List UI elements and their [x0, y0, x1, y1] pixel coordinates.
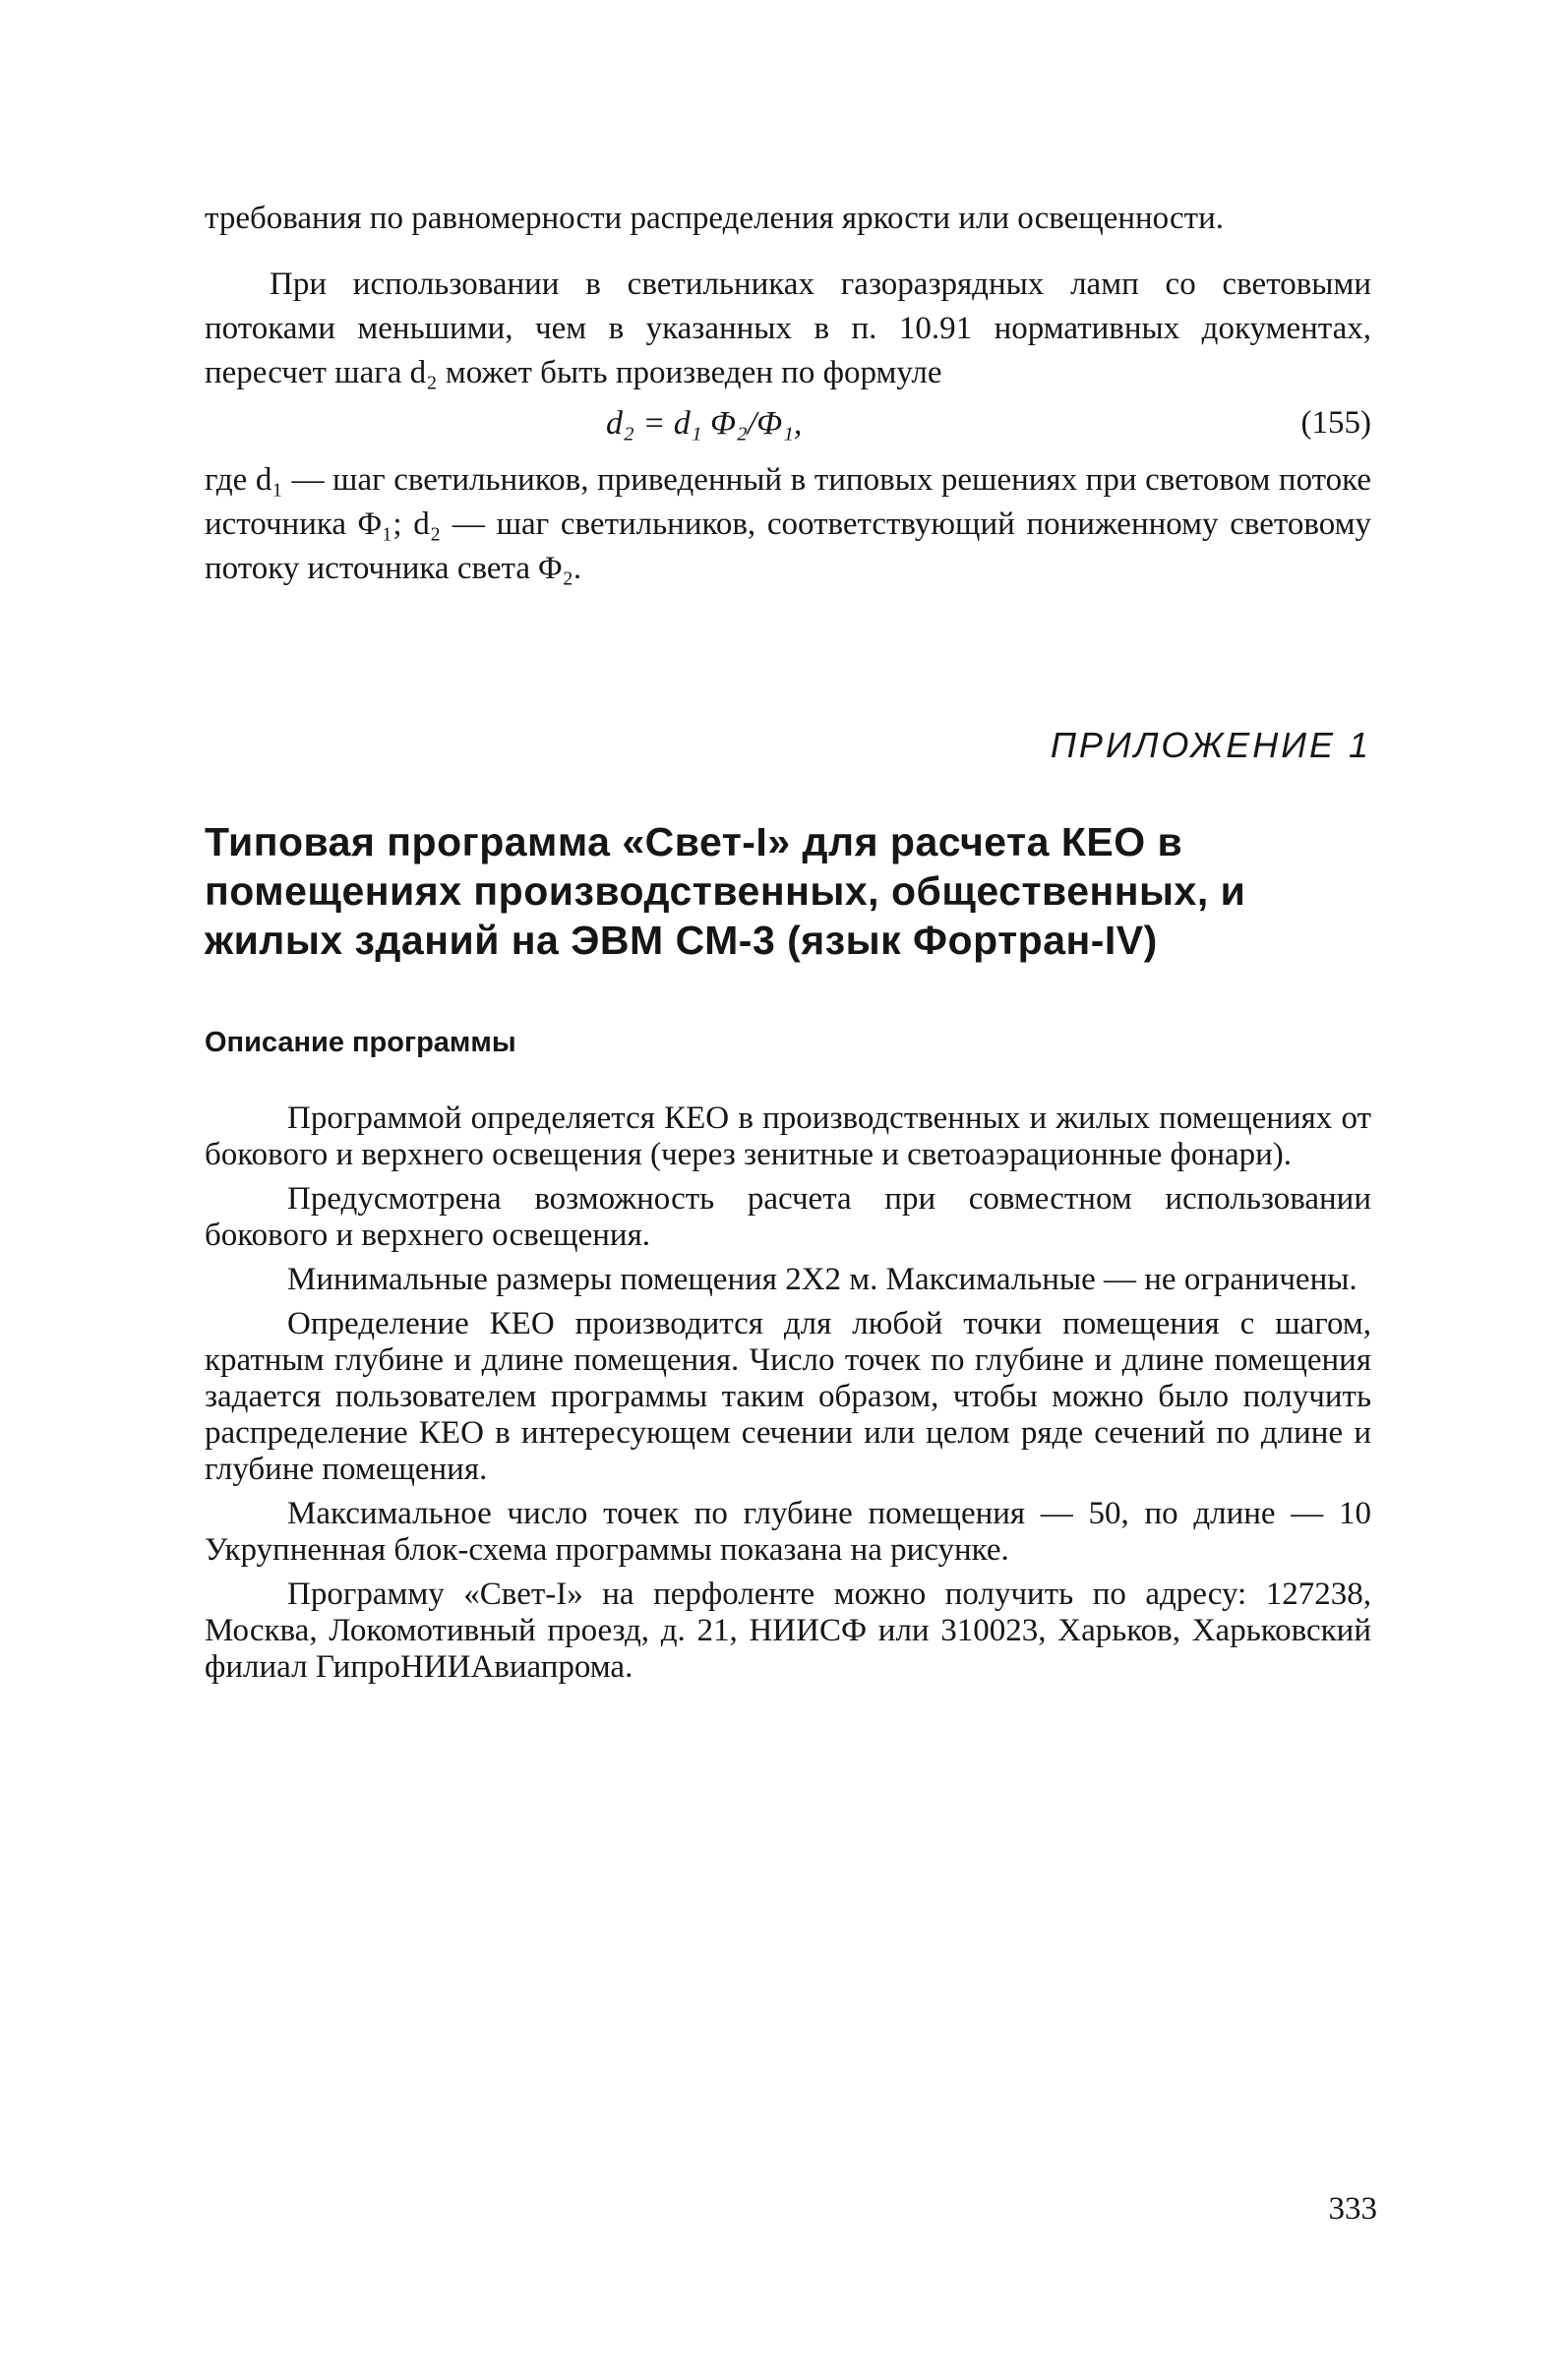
appendix-title: Типовая программа «Свет-I» для расчета КЕО в помещениях производственных, общественных, и жилых зданий на ЭВМ СМ-3 (язык Фортран-IV) — [205, 819, 1246, 963]
description-paragraph: Максимальное число точек по глубине помещения — 50, по длине — 10 Укрупненная блок-схема программы показана на рисунке. — [205, 1496, 1371, 1568]
continuation-paragraph: требования по равномерности распределения яркости или освещенности. — [205, 201, 1224, 236]
formula-number: (155) — [1300, 405, 1371, 441]
section-heading: Описание программы — [205, 1027, 516, 1058]
paragraph-before-formula: При использовании в светильниках газоразрядных ламп со световыми потоками меньшими, чем в указанных в п. 10.91 нормативных документах, пересчет шага d₂ может быть произведен по формуле — [205, 267, 1371, 390]
page-number: 333 — [1328, 2191, 1377, 2227]
page-content — [205, 197, 1371, 1694]
appendix-label: ПРИЛОЖЕНИЕ 1 — [1050, 725, 1371, 765]
description-paragraph: Минимальные размеры помещения 2X2 м. Максимальные — не ограничены. — [287, 1262, 1357, 1297]
description-paragraph: Программой определяется КЕО в производственных и жилых помещениях от бокового и верхнего освещения (через зенитные и светоаэрационные фонари). — [205, 1101, 1371, 1172]
paragraph-after-formula: где d₁ — шаг светильников, приведенный в типовых решениях при световом потоке источника Φ₁; d₂ — шаг светильников, соответствующий пониженному световому потоку источника света Φ₂. — [205, 462, 1371, 586]
formula-row — [205, 403, 1371, 458]
description-paragraph: Предусмотрена возможность расчета при совместном использовании бокового и верхнего освещения. — [205, 1181, 1371, 1253]
program-description — [205, 1101, 1371, 1686]
description-paragraph: Программу «Свет-I» на перфоленте можно получить по адресу: 127238, Москва, Локомотивный проезд, д. 21, НИИСФ или 310023, Харьков, Харьковский филиал ГипроНИИАвиапрома. — [205, 1577, 1371, 1685]
formula: d₂ = d₁ Φ₂/Φ₁, — [606, 405, 803, 442]
description-paragraph: Определение КЕО производится для любой точки помещения с шагом, кратным глубине и длине помещения. Число точек по глубине и длине помещения задается пользователем программы таким образом, чтобы можно было получить распределение КЕО в интересующем сечении или целом ряде сечений по длине и глубине помещения. — [205, 1306, 1371, 1487]
